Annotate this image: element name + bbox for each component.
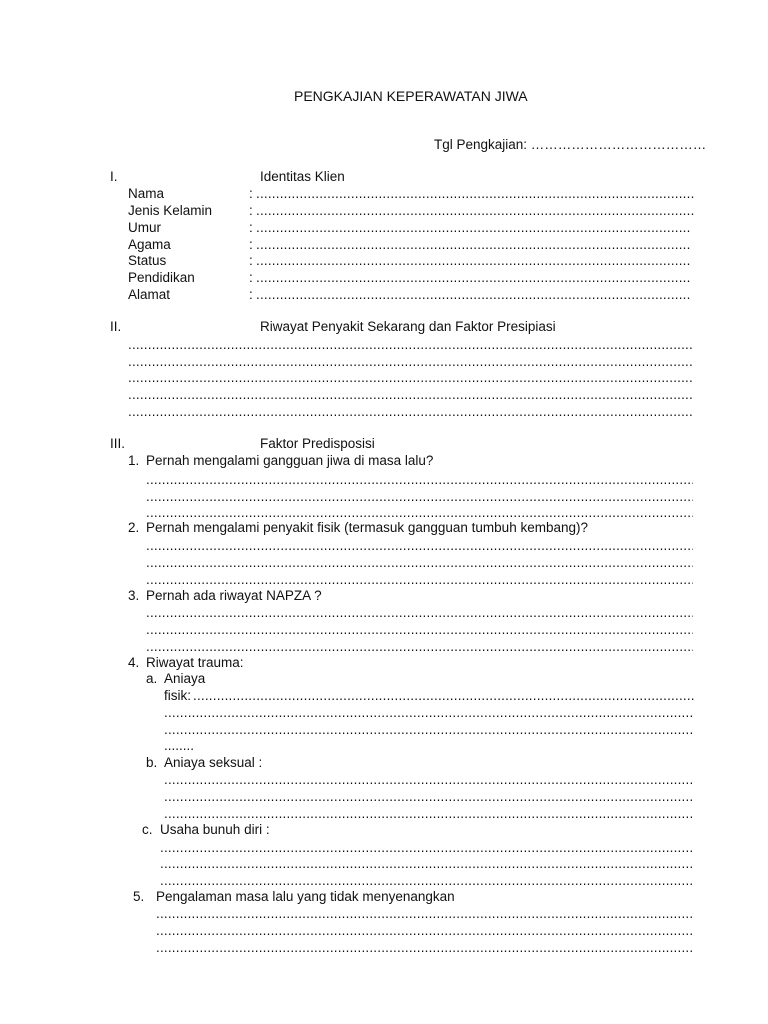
page-title: PENGKAJIAN KEPERAWATAN JIWA	[294, 88, 528, 104]
answer-line-tail[interactable]: ........	[164, 738, 195, 753]
field-colon: :	[249, 237, 253, 252]
section-3-heading: Faktor Predisposisi	[260, 436, 375, 451]
assessment-date-label: Tgl Pengkajian: …………………………………	[434, 137, 707, 152]
question-text: Pernah mengalami penyakit fisik (termasuk gangguan tumbuh kembang)?	[146, 520, 588, 535]
answer-line[interactable]	[128, 388, 693, 404]
question-number: 1.	[128, 453, 140, 468]
field-line-alamat[interactable]	[256, 288, 690, 304]
section-3-number: III.	[110, 436, 126, 451]
field-line-nama[interactable]	[256, 187, 694, 203]
field-colon: :	[249, 253, 253, 268]
field-label-nama: Nama	[128, 186, 165, 201]
field-label-agama: Agama	[128, 237, 171, 252]
answer-line[interactable]	[128, 405, 693, 421]
sub-question-letter: a.	[146, 671, 158, 686]
sub-question-letter: c.	[142, 822, 153, 837]
field-line-jenis-kelamin[interactable]	[256, 204, 694, 220]
answer-line[interactable]	[160, 841, 693, 857]
field-colon: :	[249, 270, 253, 285]
answer-line[interactable]	[164, 773, 694, 789]
question-number: 3.	[128, 588, 140, 603]
section-1-number: I.	[110, 169, 118, 184]
answer-line[interactable]	[193, 689, 694, 705]
sub-question-letter: b.	[146, 755, 158, 770]
answer-line[interactable]	[164, 706, 694, 722]
answer-line[interactable]	[146, 623, 693, 639]
answer-line[interactable]	[160, 874, 693, 890]
section-2-heading: Riwayat Penyakit Sekarang dan Faktor Presipiasi	[260, 319, 556, 334]
field-colon: :	[249, 287, 253, 302]
field-line-pendidikan[interactable]	[256, 271, 690, 287]
answer-line[interactable]	[160, 857, 693, 873]
field-line-status[interactable]	[256, 254, 690, 270]
field-label-alamat: Alamat	[128, 287, 171, 302]
question-number: 4.	[128, 655, 140, 670]
sub-question-text: Aniaya seksual :	[164, 755, 263, 770]
sub-question-text: Usaha bunuh diri :	[160, 822, 270, 837]
field-line-umur[interactable]	[256, 221, 690, 237]
section-1-heading: Identitas Klien	[260, 169, 345, 184]
answer-line[interactable]	[164, 790, 694, 806]
field-label-status: Status	[128, 253, 167, 268]
answer-line[interactable]	[146, 539, 693, 555]
answer-line[interactable]	[156, 907, 692, 923]
field-label-umur: Umur	[128, 220, 161, 235]
answer-line[interactable]	[156, 924, 692, 940]
answer-line[interactable]	[128, 371, 693, 387]
answer-line[interactable]	[146, 556, 693, 572]
question-number: 2.	[128, 520, 140, 535]
question-text: Pengalaman masa lalu yang tidak menyenangkan	[156, 889, 455, 904]
field-label-jenis-kelamin: Jenis Kelamin	[128, 203, 213, 218]
question-text: Riwayat trauma:	[146, 655, 244, 670]
answer-line[interactable]	[164, 723, 694, 739]
answer-line[interactable]	[164, 807, 694, 823]
answer-line[interactable]	[146, 606, 693, 622]
answer-line[interactable]	[128, 338, 693, 354]
answer-line[interactable]	[146, 473, 693, 489]
answer-line[interactable]	[146, 573, 693, 589]
question-text: Pernah mengalami gangguan jiwa di masa lalu?	[146, 453, 434, 468]
field-line-agama[interactable]	[256, 238, 690, 254]
answer-line[interactable]	[128, 355, 693, 371]
answer-line[interactable]	[156, 941, 692, 957]
question-number: 5.	[133, 889, 145, 904]
section-2-number: II.	[110, 319, 122, 334]
sub-question-fisik-label: fisik:	[164, 688, 191, 703]
field-colon: :	[249, 220, 253, 235]
answer-line[interactable]	[146, 640, 693, 656]
field-colon: :	[249, 186, 253, 201]
answer-line[interactable]	[146, 490, 693, 506]
field-label-pendidikan: Pendidikan	[128, 270, 195, 285]
sub-question-text: Aniaya	[164, 671, 206, 686]
field-colon: :	[249, 203, 253, 218]
question-text: Pernah ada riwayat NAPZA ?	[146, 588, 322, 603]
